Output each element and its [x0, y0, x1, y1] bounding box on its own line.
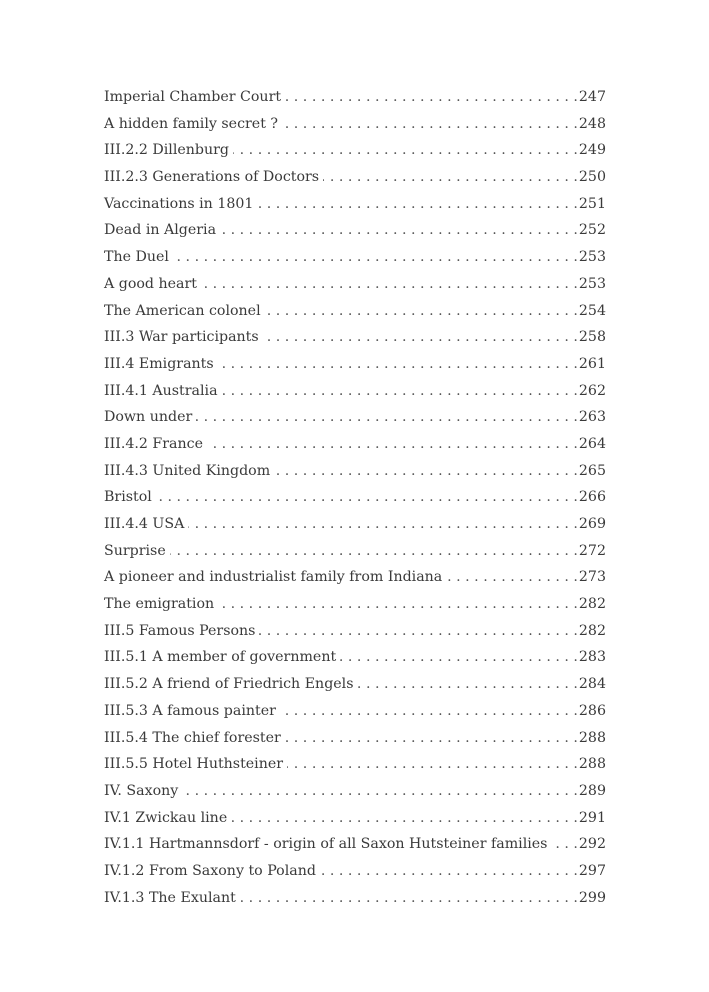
toc-dot-leader [233, 137, 578, 164]
toc-entry[interactable] [104, 111, 606, 138]
toc-entry-title: Vaccinations in 1801 [104, 195, 254, 212]
toc-entry-title: A pioneer and industrialist family from Indiana [104, 569, 443, 586]
toc-dot-leader [240, 885, 578, 912]
toc-entry-page-number: 263 [578, 409, 606, 426]
toc-entry-title: A good heart [104, 275, 197, 292]
toc-entry[interactable] [104, 618, 606, 645]
toc-entry-title: III.5 Famous Persons [104, 622, 256, 639]
toc-dot-leader [220, 217, 578, 244]
toc-dot-leader [551, 831, 577, 858]
toc-dot-leader [285, 84, 578, 111]
toc-entry-page-number: 265 [578, 462, 606, 479]
toc-entry-page-number: 297 [578, 862, 606, 879]
toc-entry-title: III.5.4 The chief forester [104, 729, 281, 746]
toc-dot-leader [201, 271, 578, 298]
toc-dot-leader [358, 671, 578, 698]
toc-entry[interactable] [104, 271, 606, 298]
toc-dot-leader [282, 111, 578, 138]
toc-entry-title: IV. Saxony [104, 782, 179, 799]
toc-entry[interactable] [104, 324, 606, 351]
toc-entry[interactable] [104, 591, 606, 618]
toc-dot-leader [285, 725, 578, 752]
toc-entry[interactable] [104, 858, 606, 885]
toc-entry-page-number: 288 [578, 756, 606, 773]
toc-entry[interactable] [104, 244, 606, 271]
toc-entry-page-number: 269 [578, 516, 606, 532]
toc-entry-page-number: 283 [578, 649, 606, 666]
toc-entry[interactable] [104, 217, 606, 244]
toc-dot-leader [231, 805, 578, 832]
toc-entry-title: III.2.2 Dillenburg [104, 142, 229, 159]
toc-dot-leader [173, 244, 578, 271]
toc-entry-page-number: 251 [578, 195, 606, 212]
toc-entry-page-number: 249 [578, 142, 606, 159]
toc-entry[interactable] [104, 511, 606, 538]
toc-dot-leader [182, 778, 578, 805]
toc-dot-leader [287, 751, 578, 778]
toc-entry[interactable] [104, 351, 606, 378]
toc-entry[interactable] [104, 378, 606, 405]
toc-entry-title: The Duel [104, 249, 169, 266]
toc-entry-title: Dead in Algeria [104, 222, 217, 239]
toc-entry-page-number: 252 [578, 222, 606, 239]
toc-entry-title: III.4.2 France [104, 435, 203, 452]
toc-entry-page-number: 273 [578, 569, 606, 586]
toc-entry[interactable] [104, 298, 606, 325]
toc-entry-title: The American colonel [104, 302, 261, 319]
toc-entry-page-number: 282 [578, 596, 606, 613]
toc-entry[interactable] [104, 805, 606, 832]
toc-entry-page-number: 291 [578, 809, 606, 826]
table-of-contents [104, 84, 606, 911]
toc-dot-leader [263, 324, 578, 351]
toc-dot-leader [188, 511, 578, 538]
toc-dot-leader [320, 858, 578, 885]
toc-entry-title: IV.1.1 Hartmannsdorf - origin of all Saxon Hutsteiner families [104, 836, 548, 853]
toc-entry-page-number: 253 [578, 275, 606, 292]
toc-entry[interactable] [104, 484, 606, 511]
toc-entry-page-number: 272 [578, 542, 606, 559]
toc-entry[interactable] [104, 885, 606, 912]
toc-dot-leader [156, 484, 578, 511]
toc-entry[interactable] [104, 538, 606, 565]
toc-entry-page-number: 284 [578, 676, 606, 693]
toc-entry-page-number: 264 [578, 435, 606, 452]
toc-entry-page-number: 299 [578, 889, 606, 906]
toc-entry-title: III.4.1 Australia [104, 382, 218, 399]
toc-entry[interactable] [104, 831, 606, 858]
toc-dot-leader [446, 564, 578, 591]
toc-entry[interactable] [104, 778, 606, 805]
toc-entry-title: Bristol [104, 489, 152, 506]
toc-entry-page-number: 288 [578, 729, 606, 746]
toc-entry-title: III.4.4 USA [104, 516, 185, 532]
toc-dot-leader [222, 378, 578, 405]
toc-entry[interactable] [104, 725, 606, 752]
toc-entry-title: III.5.2 A friend of Friedrich Engels [104, 676, 354, 693]
toc-dot-leader [196, 404, 578, 431]
toc-entry-page-number: 253 [578, 249, 606, 266]
toc-entry-title: The emigration [104, 596, 215, 613]
toc-entry-title: III.5.5 Hotel Huthsteiner [104, 756, 284, 773]
toc-entry[interactable] [104, 191, 606, 218]
toc-entry[interactable] [104, 458, 606, 485]
toc-entry-page-number: 254 [578, 302, 606, 319]
toc-entry-title: IV.1.3 The Exulant [104, 889, 236, 906]
toc-entry-page-number: 286 [578, 702, 606, 719]
toc-entry-page-number: 248 [578, 115, 606, 132]
toc-entry[interactable] [104, 644, 606, 671]
toc-entry-page-number: 247 [578, 89, 606, 105]
toc-entry-title: Surprise [104, 542, 166, 559]
toc-entry-title: III.4.3 United Kingdom [104, 462, 271, 479]
toc-entry[interactable] [104, 671, 606, 698]
toc-dot-leader [207, 431, 578, 458]
toc-entry-page-number: 262 [578, 382, 606, 399]
toc-dot-leader [265, 298, 578, 325]
toc-entry-page-number: 266 [578, 489, 606, 506]
toc-entry[interactable] [104, 564, 606, 591]
toc-dot-leader [340, 644, 578, 671]
toc-entry-title: Imperial Chamber Court [104, 89, 282, 105]
toc-entry-page-number: 292 [578, 836, 606, 853]
toc-dot-leader [257, 191, 577, 218]
toc-entry[interactable] [104, 137, 606, 164]
toc-entry-title: IV.1.2 From Saxony to Poland [104, 862, 316, 879]
toc-entry-page-number: 261 [578, 355, 606, 372]
toc-entry-title: III.5.1 A member of government [104, 649, 337, 666]
toc-dot-leader [218, 351, 578, 378]
toc-entry-title: III.5.3 A famous painter [104, 702, 276, 719]
toc-entry-title: IV.1 Zwickau line [104, 809, 228, 826]
toc-dot-leader [259, 618, 577, 645]
toc-entry-title: III.2.3 Generations of Doctors [104, 169, 320, 186]
toc-entry[interactable] [104, 84, 606, 111]
toc-entry[interactable] [104, 431, 606, 458]
toc-entry[interactable] [104, 404, 606, 431]
toc-entry-page-number: 250 [578, 169, 606, 186]
toc-entry-title: A hidden family secret ? [104, 115, 279, 132]
toc-entry-page-number: 289 [578, 782, 606, 799]
toc-entry-page-number: 282 [578, 622, 606, 639]
toc-dot-leader [274, 458, 578, 485]
toc-entry-title: III.4 Emigrants [104, 355, 214, 372]
toc-entry-page-number: 258 [578, 329, 606, 346]
toc-dot-leader [280, 698, 578, 725]
toc-dot-leader [218, 591, 578, 618]
toc-dot-leader [170, 538, 578, 565]
toc-entry[interactable] [104, 751, 606, 778]
toc-dot-leader [323, 164, 578, 191]
toc-entry[interactable] [104, 164, 606, 191]
toc-entry-title: III.3 War participants [104, 329, 259, 346]
toc-entry-title: Down under [104, 409, 193, 426]
toc-entry[interactable] [104, 698, 606, 725]
